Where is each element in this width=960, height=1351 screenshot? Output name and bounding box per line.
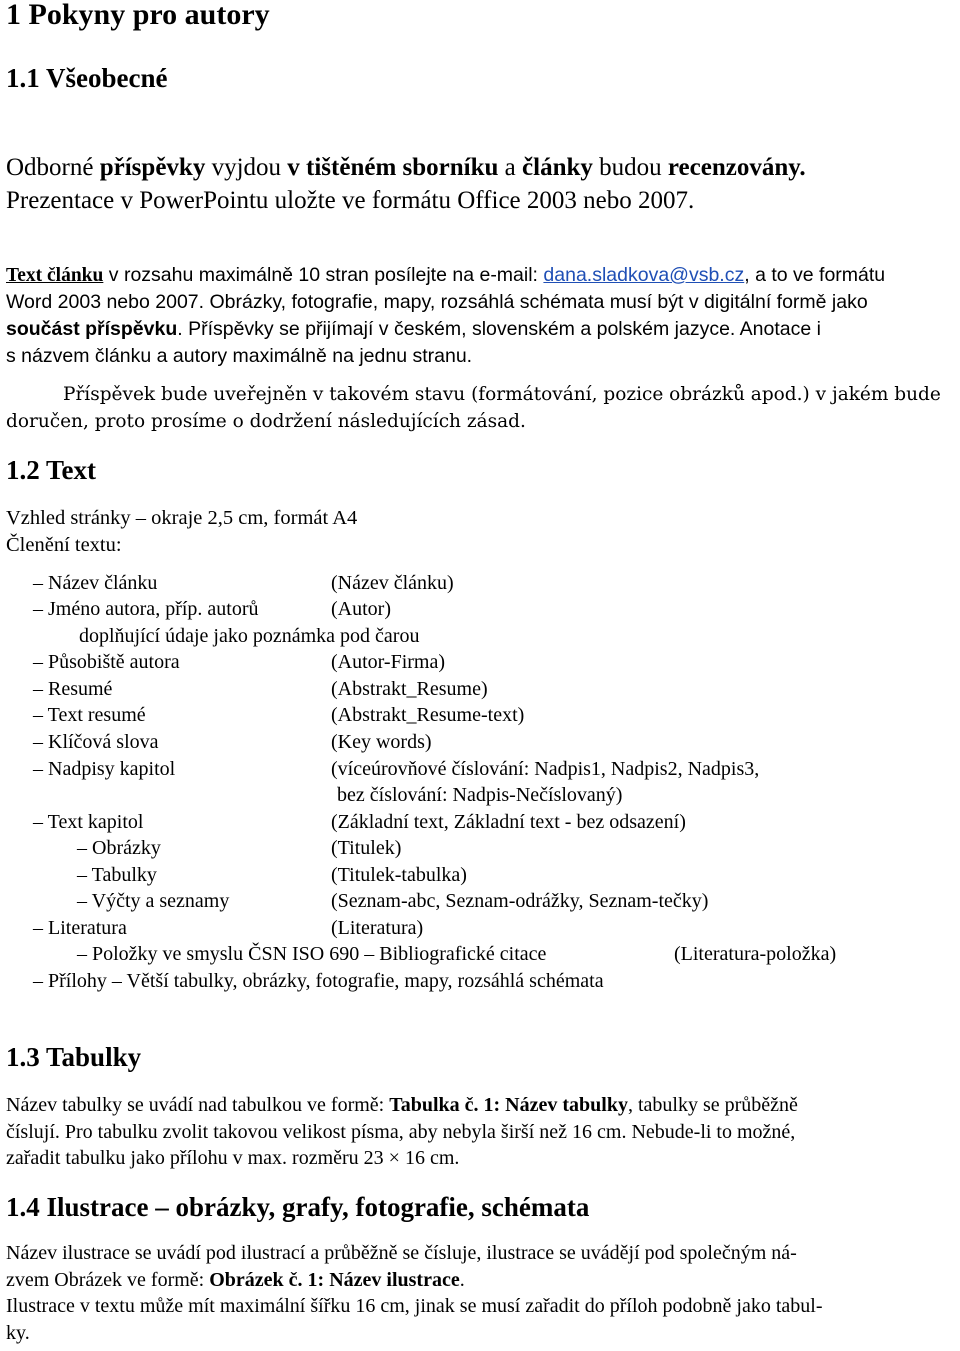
list-item-left: – Tabulky — [77, 864, 157, 886]
submission-line-2: Word 2003 nebo 2007. Obrázky, fotografie, mapy, rozsáhlá schémata musí být v digitální formě jako — [6, 291, 868, 313]
page-title: 1 Pokyny pro autory — [6, 0, 270, 31]
illustrations-line-4: ky. — [6, 1322, 30, 1344]
submission-line-4: s názvem článku a autory maximálně na jednu stranu. — [6, 345, 473, 367]
list-item-left: – Výčty a seznamy — [77, 890, 230, 912]
submission-bold-text: součást příspěvku — [6, 318, 178, 340]
list-item-left: – Obrázky — [77, 837, 161, 859]
list-item-style: bez číslování: Nadpis-Nečíslovaný) — [337, 784, 623, 806]
tables-line-3: zařadit tabulku jako přílohu v max. rozměru 23 × 16 cm. — [6, 1147, 460, 1169]
intro-line-2: Prezentace v PowerPointu uložte ve formátu Office 2003 nebo 2007. — [6, 187, 695, 214]
list-item-left: – Název článku — [33, 572, 158, 594]
publication-line-1: Příspěvek bude uveřejněn v takovém stavu (formátování, pozice obrázků apod.) v jakém bude — [63, 384, 941, 405]
intro-text: vyjdou — [205, 154, 288, 181]
tables-line-1 — [6, 1094, 798, 1117]
list-item-style: (Autor-Firma) — [331, 651, 446, 673]
division-label: Členění textu: — [6, 534, 122, 556]
submission-line-1 — [6, 264, 885, 287]
intro-bold-text: v tištěném sborníku — [287, 154, 499, 181]
list-item-left: doplňující údaje jako poznámka pod čarou — [79, 625, 420, 647]
list-item-style: (Abstrakt_Resume-text) — [331, 704, 525, 726]
illustrations-text: . — [459, 1269, 465, 1291]
intro-text: a — [498, 154, 523, 181]
illustrations-line-3: Ilustrace v textu může mít maximální šířku 16 cm, jinak se musí zařadit do příloh podobně jako tabul- — [6, 1295, 823, 1317]
list-item-left: – Literatura — [33, 917, 127, 939]
list-item-left: – Položky ve smyslu ČSN ISO 690 – Bibliografické citace — [77, 943, 547, 965]
submission-text: , a to ve formátu — [744, 264, 886, 286]
intro-bold-text: recenzovány. — [667, 154, 806, 181]
section-heading-1-3: 1.3 Tabulky — [6, 1042, 142, 1072]
illustrations-line-2 — [6, 1269, 465, 1292]
tables-text: Název tabulky se uvádí nad tabulkou ve formě: — [6, 1094, 390, 1116]
list-item-style: (Literatura) — [331, 917, 424, 939]
list-item-left: – Klíčová slova — [33, 731, 159, 753]
illustrations-text: zvem Obrázek ve formě: — [6, 1269, 210, 1291]
submission-text: . Příspěvky se přijímají v českém, slovenském a polském jazyce. Anotace i — [177, 318, 821, 340]
intro-bold-text: příspěvky — [99, 154, 206, 181]
list-item-style: (Key words) — [331, 731, 432, 753]
page-layout-line: Vzhled stránky – okraje 2,5 cm, formát A4 — [6, 507, 358, 529]
text-clanku-label: Text článku — [6, 265, 104, 286]
list-item-style: (Název článku) — [331, 572, 454, 594]
list-item-style: (víceúrovňové číslování: Nadpis1, Nadpis2, Nadpis3, — [331, 758, 760, 780]
illustrations-bold-text: Obrázek č. 1: Název ilustrace — [209, 1269, 460, 1291]
intro-text: Odborné — [6, 154, 100, 181]
intro-line-1 — [6, 154, 806, 182]
illustrations-line-1: Název ilustrace se uvádí pod ilustrací a průběžně se čísluje, ilustrace se uvádějí pod společným ná- — [6, 1242, 797, 1264]
publication-line-2: doručen, proto prosíme o dodržení následujících zásad. — [6, 411, 526, 432]
submission-line-3 — [6, 318, 821, 341]
list-item-style: (Titulek-tabulka) — [331, 864, 467, 886]
list-item-left: – Nadpisy kapitol — [33, 758, 176, 780]
list-item-style: (Abstrakt_Resume) — [331, 678, 488, 700]
list-item-left: – Působiště autora — [33, 651, 180, 673]
list-item-left: – Resumé — [33, 678, 113, 700]
list-item-style: (Základní text, Základní text - bez odsazení) — [331, 811, 686, 833]
list-item-style: (Literatura-položka) — [674, 943, 837, 965]
tables-text: , tabulky se průběžně — [627, 1094, 798, 1116]
list-item-left: – Jméno autora, příp. autorů — [33, 598, 259, 620]
list-item-style: (Titulek) — [331, 837, 402, 859]
section-heading-1-2: 1.2 Text — [6, 455, 97, 485]
section-heading-1-1: 1.1 Všeobecné — [6, 63, 168, 93]
list-item-style: (Autor) — [331, 598, 391, 620]
list-item-left: – Text resumé — [33, 704, 146, 726]
tables-bold-text: Tabulka č. 1: Název tabulky — [389, 1094, 628, 1116]
list-item-style: (Seznam-abc, Seznam-odrážky, Seznam-tečky) — [331, 890, 709, 912]
tables-line-2: číslují. Pro tabulku zvolit takovou velikost písma, aby nebyla širší než 16 cm. Nebude-li to možné, — [6, 1121, 796, 1143]
intro-text: budou — [592, 154, 668, 181]
section-heading-1-4: 1.4 Ilustrace – obrázky, grafy, fotografie, schémata — [6, 1192, 590, 1222]
list-item-left: – Text kapitol — [33, 811, 144, 833]
intro-bold-text: články — [522, 154, 593, 181]
submission-text: v rozsahu maximálně 10 stran posílejte na e-mail: — [103, 264, 544, 286]
email-link[interactable]: dana.sladkova@vsb.cz — [543, 264, 745, 286]
list-item-left: – Přílohy – Větší tabulky, obrázky, fotografie, mapy, rozsáhlá schémata — [33, 970, 604, 992]
